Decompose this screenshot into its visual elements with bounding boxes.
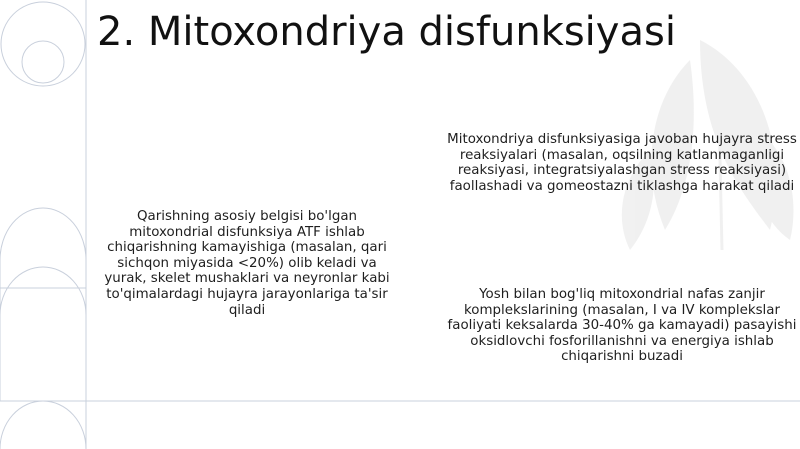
right-bottom-text-block: Yosh bilan bog'liq mitoxondrial nafas zanjir komplekslarining (masalan, I va IV komplekslar faoliyati keksalarda 30-40% ga kamayadi) pasayishi oksidlovchi fosforillanishni va energiya ishlab chiqarishni buzadi <box>447 287 797 365</box>
arch-outline-lower <box>0 267 86 315</box>
arch-outline-bottom <box>0 401 86 449</box>
right-top-text-block: Mitoxondriya disfunksiyasiga javoban hujayra stress reaksiyalari (masalan, oqsilning katlanmaganligi reaksiyasi, integratsiyalashgan stress reaksiyasi) faollashadi va gomeostazni tiklashga harakat qiladi <box>447 132 797 194</box>
small-circle-outline <box>22 41 64 83</box>
large-circle-outline <box>1 2 85 86</box>
arch-outline-upper <box>0 208 86 260</box>
slide-title: 2. Mitoxondriya disfunksiyasi <box>97 9 676 55</box>
left-text-block: Qarishning asosiy belgisi bo'lgan mitoxondrial disfunksiya ATF ishlab chiqarishning kamayishiga (masalan, qari sichqon miyasida <20%) olib keladi va yurak, skelet mushaklari va neyronlar kabi to'qimalardagi hujayra jarayonlariga ta'sir qiladi <box>104 209 390 318</box>
